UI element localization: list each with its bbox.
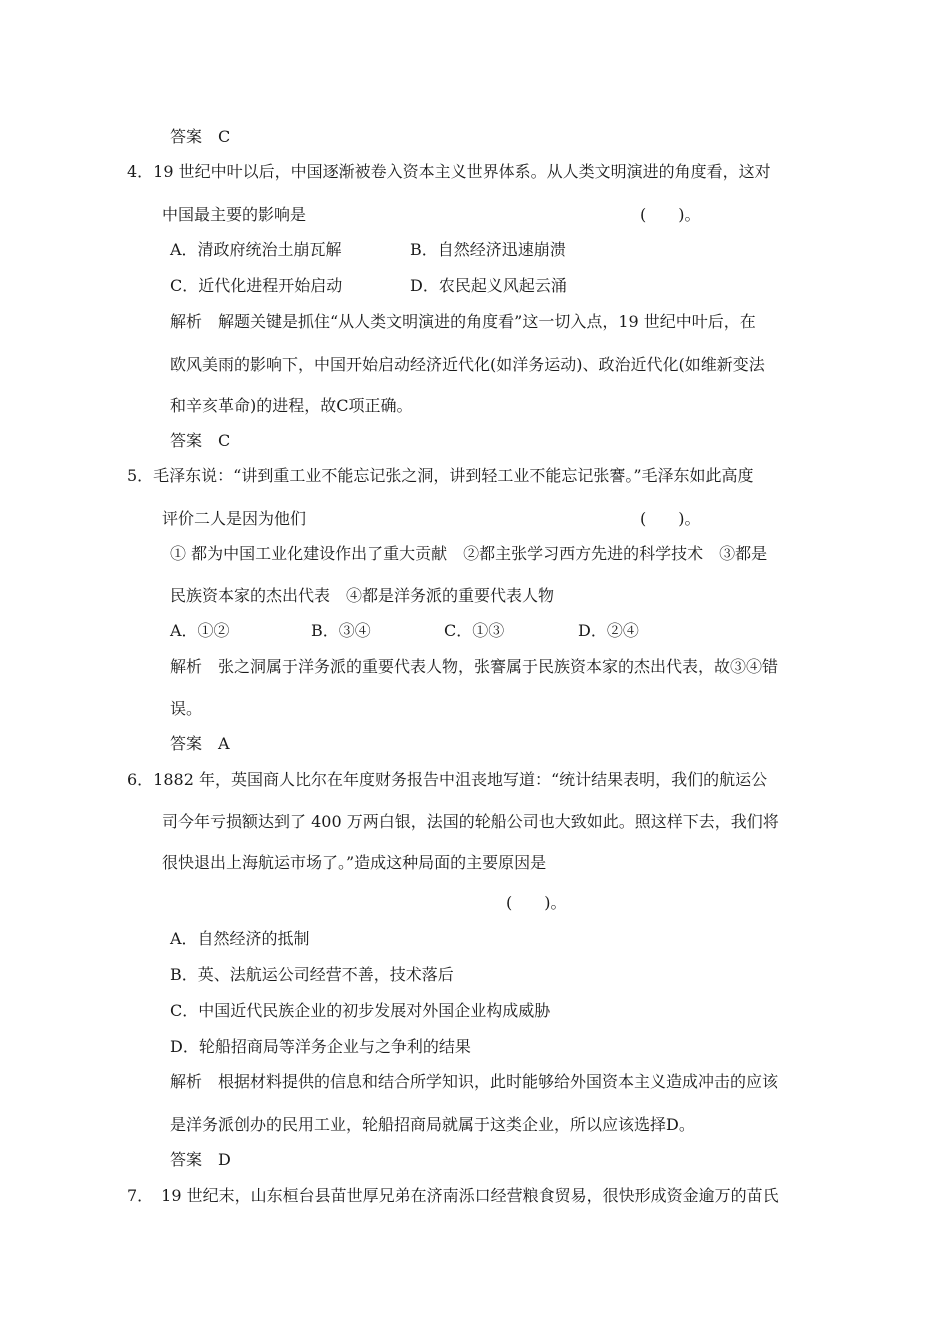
q6-stem-line1: 6．1882 年，英国商人比尔在年度财务报告中沮丧地写道：“统计结果表明，我们的航运公: [127, 770, 768, 789]
q4-stem-line2: 中国最主要的影响是: [162, 205, 307, 224]
q6-option-c: C．中国近代民族企业的初步发展对外国企业构成威胁: [170, 1001, 551, 1020]
q4-stem-line1: 4．19 世纪中叶以后，中国逐渐被卷入资本主义世界体系。从人类文明演进的角度看，这对: [127, 162, 771, 181]
q4-option-a: A．清政府统治土崩瓦解: [170, 240, 342, 259]
q5-analysis-line2: 误。: [170, 699, 203, 718]
q6-analysis-line1: 解析 根据材料提供的信息和结合所学知识，此时能够给外国资本主义造成冲击的应该: [170, 1072, 779, 1091]
q6-stem-line2: 司今年亏损额达到了 400 万两白银，法国的轮船公司也大致如此。照这样下去，我们将: [162, 812, 779, 831]
q4-answer-blank: ( )。: [640, 205, 701, 224]
q5-stem-line1: 5．毛泽东说：“讲到重工业不能忘记张之洞，讲到轻工业不能忘记张謇。”毛泽东如此高度: [127, 466, 754, 485]
q5-option-b: B．③④: [311, 621, 371, 640]
q7-stem-line1: 7． 19 世纪末，山东桓台县苗世厚兄弟在济南泺口经营粮食贸易，很快形成资金逾万的苗氏: [127, 1186, 779, 1205]
q5-answer: 答案 A: [170, 734, 230, 753]
q5-stem-line2: 评价二人是因为他们: [162, 509, 307, 528]
q4-analysis-line1: 解析 解题关键是抓住“从人类文明演进的角度看”这一切入点，19 世纪中叶后，在: [170, 312, 756, 331]
q6-analysis-line2: 是洋务派创办的民用工业，轮船招商局就属于这类企业，所以应该选择D。: [170, 1115, 695, 1134]
q6-option-a: A．自然经济的抵制: [170, 929, 310, 948]
q4-option-d: D．农民起义风起云涌: [410, 276, 567, 295]
q4-option-b: B．自然经济迅速崩溃: [410, 240, 566, 259]
q5-items-line2: 民族资本家的杰出代表 ④都是洋务派的重要代表人物: [170, 586, 555, 605]
q4-answer: 答案 C: [170, 431, 231, 450]
q5-option-d: D．②④: [578, 621, 639, 640]
q6-answer: 答案 D: [170, 1150, 231, 1169]
q5-option-c: C．①③: [444, 621, 505, 640]
q5-answer-blank: ( )。: [640, 509, 701, 528]
q6-stem-line3: 很快退出上海航运市场了。”造成这种局面的主要原因是: [162, 853, 547, 872]
q6-option-b: B．英、法航运公司经营不善，技术落后: [170, 965, 454, 984]
q3-answer: 答案 C: [170, 127, 231, 146]
q4-analysis-line3: 和辛亥革命)的进程，故C项正确。: [170, 396, 413, 415]
q4-analysis-line2: 欧风美雨的影响下，中国开始启动经济近代化(如洋务运动)、政治近代化(如维新变法: [170, 355, 765, 374]
q5-analysis-line1: 解析 张之洞属于洋务派的重要代表人物，张謇属于民族资本家的杰出代表，故③④错: [170, 657, 779, 676]
q6-answer-blank: ( )。: [506, 893, 567, 912]
q4-option-c: C．近代化进程开始启动: [170, 276, 343, 295]
q5-items-line1: ① 都为中国工业化建设作出了重大贡献 ②都主张学习西方先进的科学技术 ③都是: [170, 544, 768, 563]
q6-option-d: D．轮船招商局等洋务企业与之争利的结果: [170, 1037, 471, 1056]
q5-option-a: A．①②: [170, 621, 230, 640]
